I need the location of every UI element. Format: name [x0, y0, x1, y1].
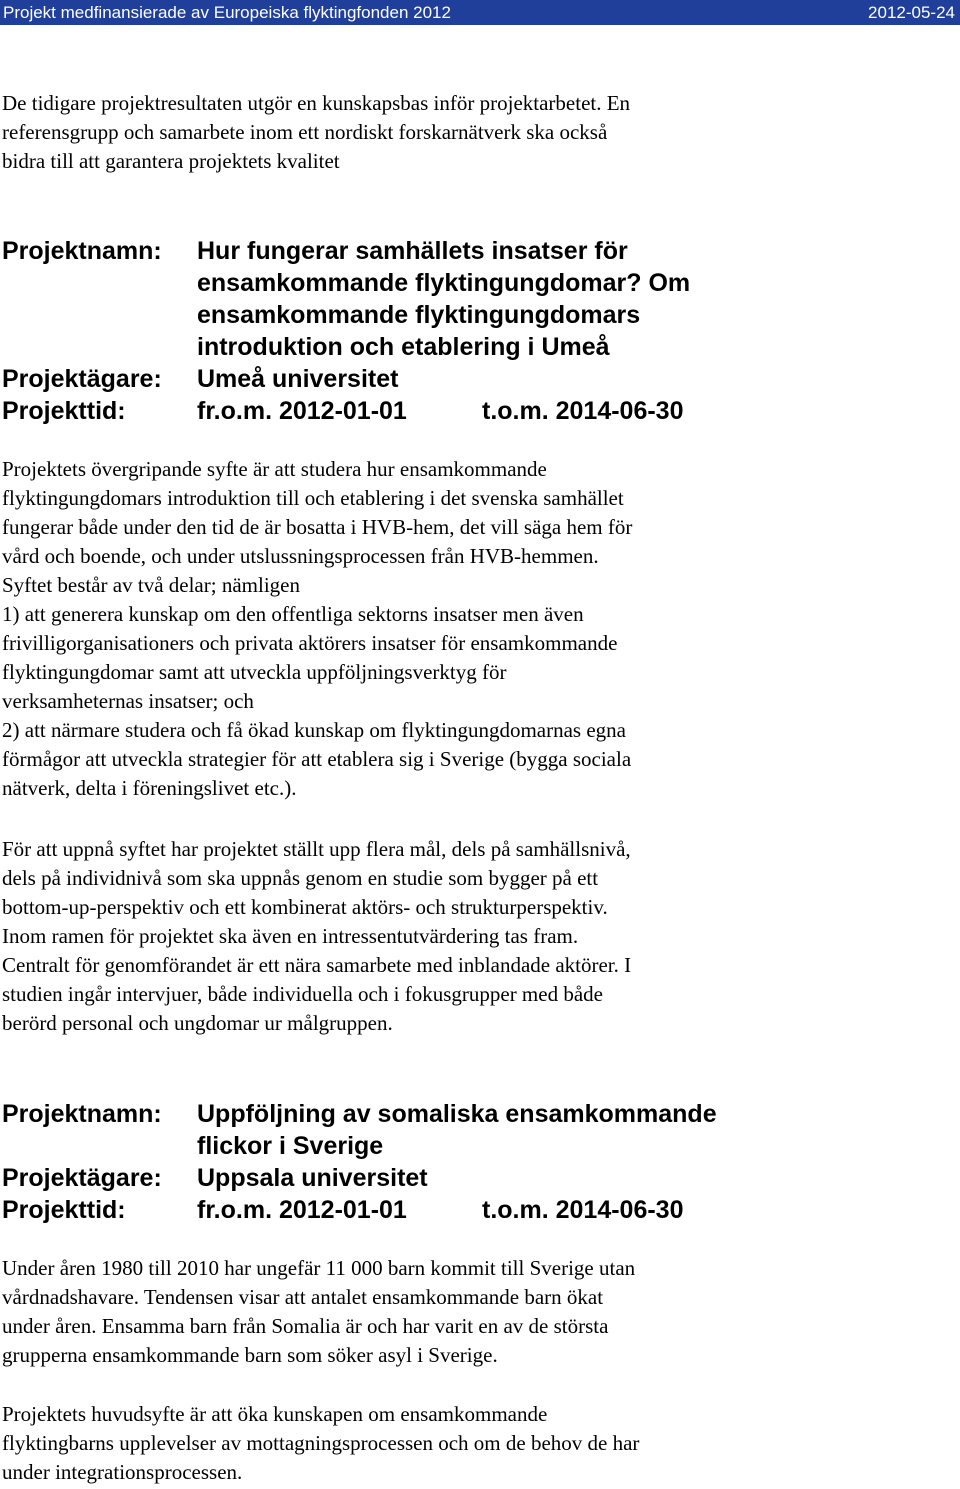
text-line: flyktingungdomar samt att utveckla uppföljningsverktyg för: [2, 660, 507, 684]
text-line: flyktingbarns upplevelser av mottagningsprocessen och om de behov de har: [2, 1431, 640, 1455]
project-name-line: ensamkommande flyktingungdomars: [197, 301, 641, 329]
project-1-paragraph-2: [2, 835, 631, 1038]
text-line: Inom ramen för projektet ska även en intressentutvärdering tas fram.: [2, 924, 579, 948]
project-name-label: Projektnamn:: [2, 1100, 162, 1128]
text-line: Under åren 1980 till 2010 har ungefär 11 000 barn kommit till Sverige utan: [2, 1256, 636, 1280]
text-line: grupperna ensamkommande barn som söker asyl i Sverige.: [2, 1343, 498, 1367]
header-title: Projekt medfinansierade av Europeiska flyktingfonden 2012: [3, 3, 451, 22]
project-owner-label: Projektägare:: [2, 365, 162, 393]
text-line: frivilligorganisationers och privata aktörers insatser för ensamkommande: [2, 631, 618, 655]
text-line: Centralt för genomförandet är ett nära samarbete med inblandade aktörer. I: [2, 953, 632, 977]
project-name-label: Projektnamn:: [2, 237, 162, 265]
text-line: studien ingår intervjuer, både individuella och i fokusgrupper med både: [2, 982, 603, 1006]
project-name-line: Hur fungerar samhällets insatser för: [197, 237, 628, 265]
text-line: För att uppnå syftet har projektet ställt upp flera mål, dels på samhällsnivå,: [2, 837, 631, 861]
text-line: referensgrupp och samarbete inom ett nordiskt forskarnätverk ska också: [2, 120, 608, 144]
text-line: under integrationsprocessen.: [2, 1460, 243, 1484]
text-line: De tidigare projektresultaten utgör en kunskapsbas inför projektarbetet. En: [2, 91, 631, 115]
text-line: flyktingungdomars introduktion till och etablering i det svenska samhället: [2, 486, 624, 510]
text-line: förmågor att utveckla strategier för att etablera sig i Sverige (bygga sociala: [2, 747, 632, 771]
project-2-paragraph-1: [2, 1254, 635, 1370]
text-line: verksamheternas insatser; och: [2, 689, 254, 713]
project-2-paragraph-2: [2, 1400, 639, 1487]
text-line: dels på individnivå som ska uppnås genom en studie som bygger på ett: [2, 866, 599, 890]
project-owner: Umeå universitet: [197, 365, 399, 393]
text-line: Syftet består av två delar; nämligen: [2, 573, 300, 597]
project-owner: Uppsala universitet: [197, 1164, 428, 1192]
text-line: vård och boende, och under utslussningsprocessen från HVB-hemmen.: [2, 544, 599, 568]
text-line: bidra till att garantera projektets kvalitet: [2, 149, 340, 173]
project-owner-label: Projektägare:: [2, 1164, 162, 1192]
text-line: 1) att generera kunskap om den offentliga sektorns insatser men även: [2, 602, 584, 626]
project-end: t.o.m. 2014-06-30: [482, 1196, 684, 1224]
intro-paragraph: [2, 89, 630, 176]
text-line: berörd personal och ungdomar ur målgruppen.: [2, 1011, 393, 1035]
text-line: 2) att närmare studera och få ökad kunskap om flyktingungdomarnas egna: [2, 718, 626, 742]
document-header: [0, 0, 960, 25]
text-line: nätverk, delta i föreningslivet etc.).: [2, 776, 297, 800]
project-1-paragraph-1: [2, 455, 632, 803]
project-start: fr.o.m. 2012-01-01: [197, 397, 407, 425]
text-line: Projektets övergripande syfte är att studera hur ensamkommande: [2, 457, 547, 481]
project-end: t.o.m. 2014-06-30: [482, 397, 684, 425]
text-line: bottom-up-perspektiv och ett kombinerat aktörs- och strukturperspektiv.: [2, 895, 608, 919]
text-line: fungerar både under den tid de är bosatta i HVB-hem, det vill säga hem för: [2, 515, 633, 539]
header-date: 2012-05-24: [868, 3, 955, 22]
project-period-label: Projekttid:: [2, 397, 126, 425]
project-name-line: Uppföljning av somaliska ensamkommande: [197, 1100, 717, 1128]
text-line: Projektets huvudsyfte är att öka kunskapen om ensamkommande: [2, 1402, 548, 1426]
text-line: vårdnadshavare. Tendensen visar att antalet ensamkommande barn ökat: [2, 1285, 604, 1309]
project-period-label: Projekttid:: [2, 1196, 126, 1224]
project-start: fr.o.m. 2012-01-01: [197, 1196, 407, 1224]
text-line: under åren. Ensamma barn från Somalia är och har varit en av de största: [2, 1314, 609, 1338]
project-name-line: flickor i Sverige: [197, 1132, 384, 1160]
project-name-line: ensamkommande flyktingungdomar? Om: [197, 269, 691, 297]
project-name-line: introduktion och etablering i Umeå: [197, 333, 610, 361]
